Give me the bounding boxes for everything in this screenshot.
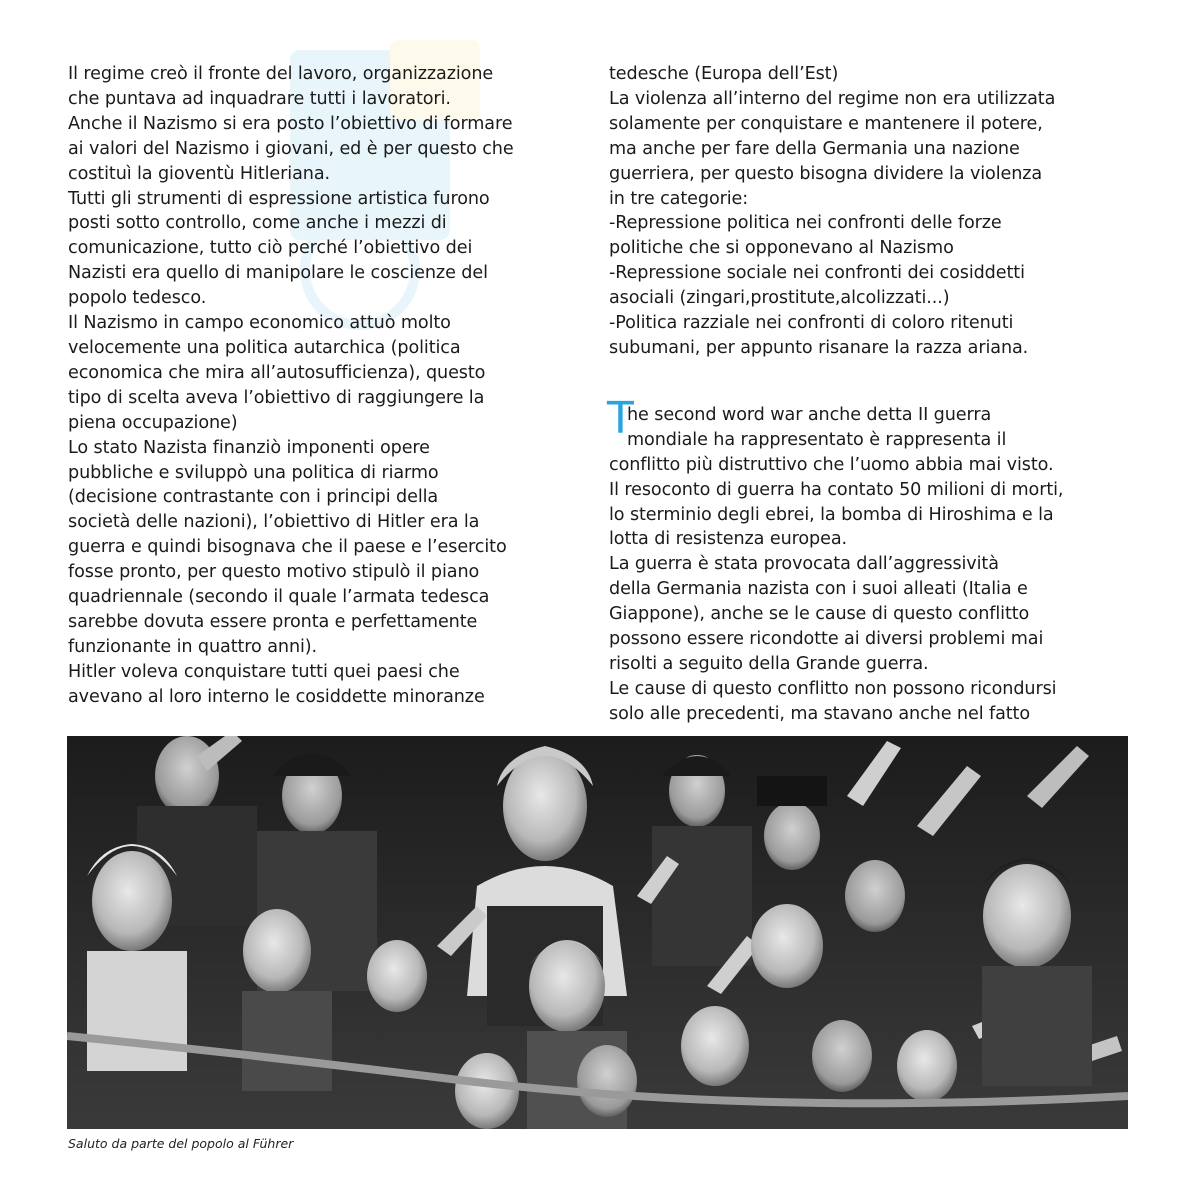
- right-text-column: [609, 62, 1149, 727]
- text-line: asociali (zingari,prostitute,alcolizzati...): [609, 288, 950, 309]
- text-line: Lo stato Nazista finanziò imponenti opere: [68, 437, 430, 458]
- text-line: che puntava ad inquadrare tutti i lavoratori.: [68, 88, 451, 109]
- text-line: -Repressione politica nei confronti delle forze: [609, 213, 1002, 234]
- text-line: subumani, per appunto risanare la razza ariana.: [609, 337, 1029, 358]
- text-line: comunicazione, tutto ciò perché l’obiettivo dei: [68, 238, 473, 259]
- text-line: ai valori del Nazismo i giovani, ed è per questo che: [68, 138, 514, 159]
- text-line: fosse pronto, per questo motivo stipulò il piano: [68, 562, 480, 583]
- text-line: Nazisti era quello di manipolare le coscienze del: [68, 263, 488, 284]
- text-line: solamente per conquistare e mantenere il potere,: [609, 113, 1043, 134]
- text-line: guerra e quindi bisognava che il paese e l’esercito: [68, 537, 507, 558]
- text-line: popolo tedesco.: [68, 288, 207, 309]
- text-line: lo sterminio degli ebrei, la bomba di Hiroshima e la: [609, 504, 1054, 525]
- text-line: in tre categorie:: [609, 188, 749, 209]
- text-line: pubbliche e sviluppò una politica di riarmo: [68, 462, 439, 483]
- text-line: posti sotto controllo, come anche i mezzi di: [68, 213, 447, 234]
- text-line: Hitler voleva conquistare tutti quei paesi che: [68, 661, 460, 682]
- text-line: lotta di resistenza europea.: [609, 529, 847, 550]
- text-line: -Politica razziale nei confronti di coloro ritenuti: [609, 313, 1014, 334]
- text-line: piena occupazione): [68, 412, 238, 433]
- text-line: tipo di scelta aveva l’obiettivo di raggiungere la: [68, 387, 485, 408]
- text-line: economica che mira all’autosufficienza), questo: [68, 362, 486, 383]
- paragraph-gap: [609, 361, 1149, 403]
- text-line: La guerra è stata provocata dall’aggressività: [609, 554, 999, 575]
- text-line: conflitto più distruttivo che l’uomo abbia mai visto.: [609, 454, 1054, 475]
- text-line: possono essere ricondotte ai diversi problemi mai: [609, 629, 1044, 650]
- text-line: ma anche per fare della Germania una nazione: [609, 138, 1020, 159]
- text-line: Giappone), anche se le cause di questo conflitto: [609, 604, 1030, 625]
- text-line: mondiale ha rappresentato è rappresenta il: [627, 429, 1007, 450]
- text-line: sarebbe dovuta essere pronta e perfettamente: [68, 611, 478, 632]
- text-line: guerriera, per questo bisogna dividere la violenza: [609, 163, 1043, 184]
- left-text-column: [68, 62, 598, 710]
- drop-cap: T: [607, 392, 634, 444]
- photo-caption: Saluto da parte del popolo al Führer: [68, 1136, 294, 1151]
- text-line: società delle nazioni), l’obiettivo di Hitler era la: [68, 512, 480, 533]
- text-line: Anche il Nazismo si era posto l’obiettivo di formare: [68, 113, 513, 134]
- text-line: funzionante in quattro anni).: [68, 636, 318, 657]
- text-line: -Repressione sociale nei confronti dei cosiddetti: [609, 263, 1025, 284]
- text-line: La violenza all’interno del regime non era utilizzata: [609, 88, 1056, 109]
- text-line: (decisione contrastante con i principi della: [68, 487, 439, 508]
- photo-illustration: [67, 736, 1128, 1129]
- text-line: Il resoconto di guerra ha contato 50 milioni di morti,: [609, 479, 1064, 500]
- text-line: Il regime creò il fronte del lavoro, organizzazione: [68, 64, 494, 84]
- crowd-photograph: [67, 736, 1128, 1129]
- text-line: politiche che si opponevano al Nazismo: [609, 238, 954, 259]
- text-line: quadriennale (secondo il quale l’armata tedesca: [68, 587, 490, 608]
- text-line: Tutti gli strumenti di espressione artistica furono: [68, 188, 490, 209]
- text-line: Il Nazismo in campo economico attuò molto: [68, 313, 451, 334]
- text-line: tedesche (Europa dell’Est): [609, 64, 839, 84]
- text-line: della Germania nazista con i suoi alleati (Italia e: [609, 579, 1028, 600]
- text-line: velocemente una politica autarchica (politica: [68, 337, 461, 358]
- text-line: he second word war anche detta II guerra: [627, 404, 992, 425]
- text-line: Le cause di questo conflitto non possono ricondursi: [609, 678, 1057, 699]
- text-line: risolti a seguito della Grande guerra.: [609, 653, 929, 674]
- text-line: avevano al loro interno le cosiddette minoranze: [68, 686, 485, 707]
- text-line: costituì la gioventù Hitleriana.: [68, 163, 330, 184]
- text-line: solo alle precedenti, ma stavano anche nel fatto: [609, 703, 1031, 724]
